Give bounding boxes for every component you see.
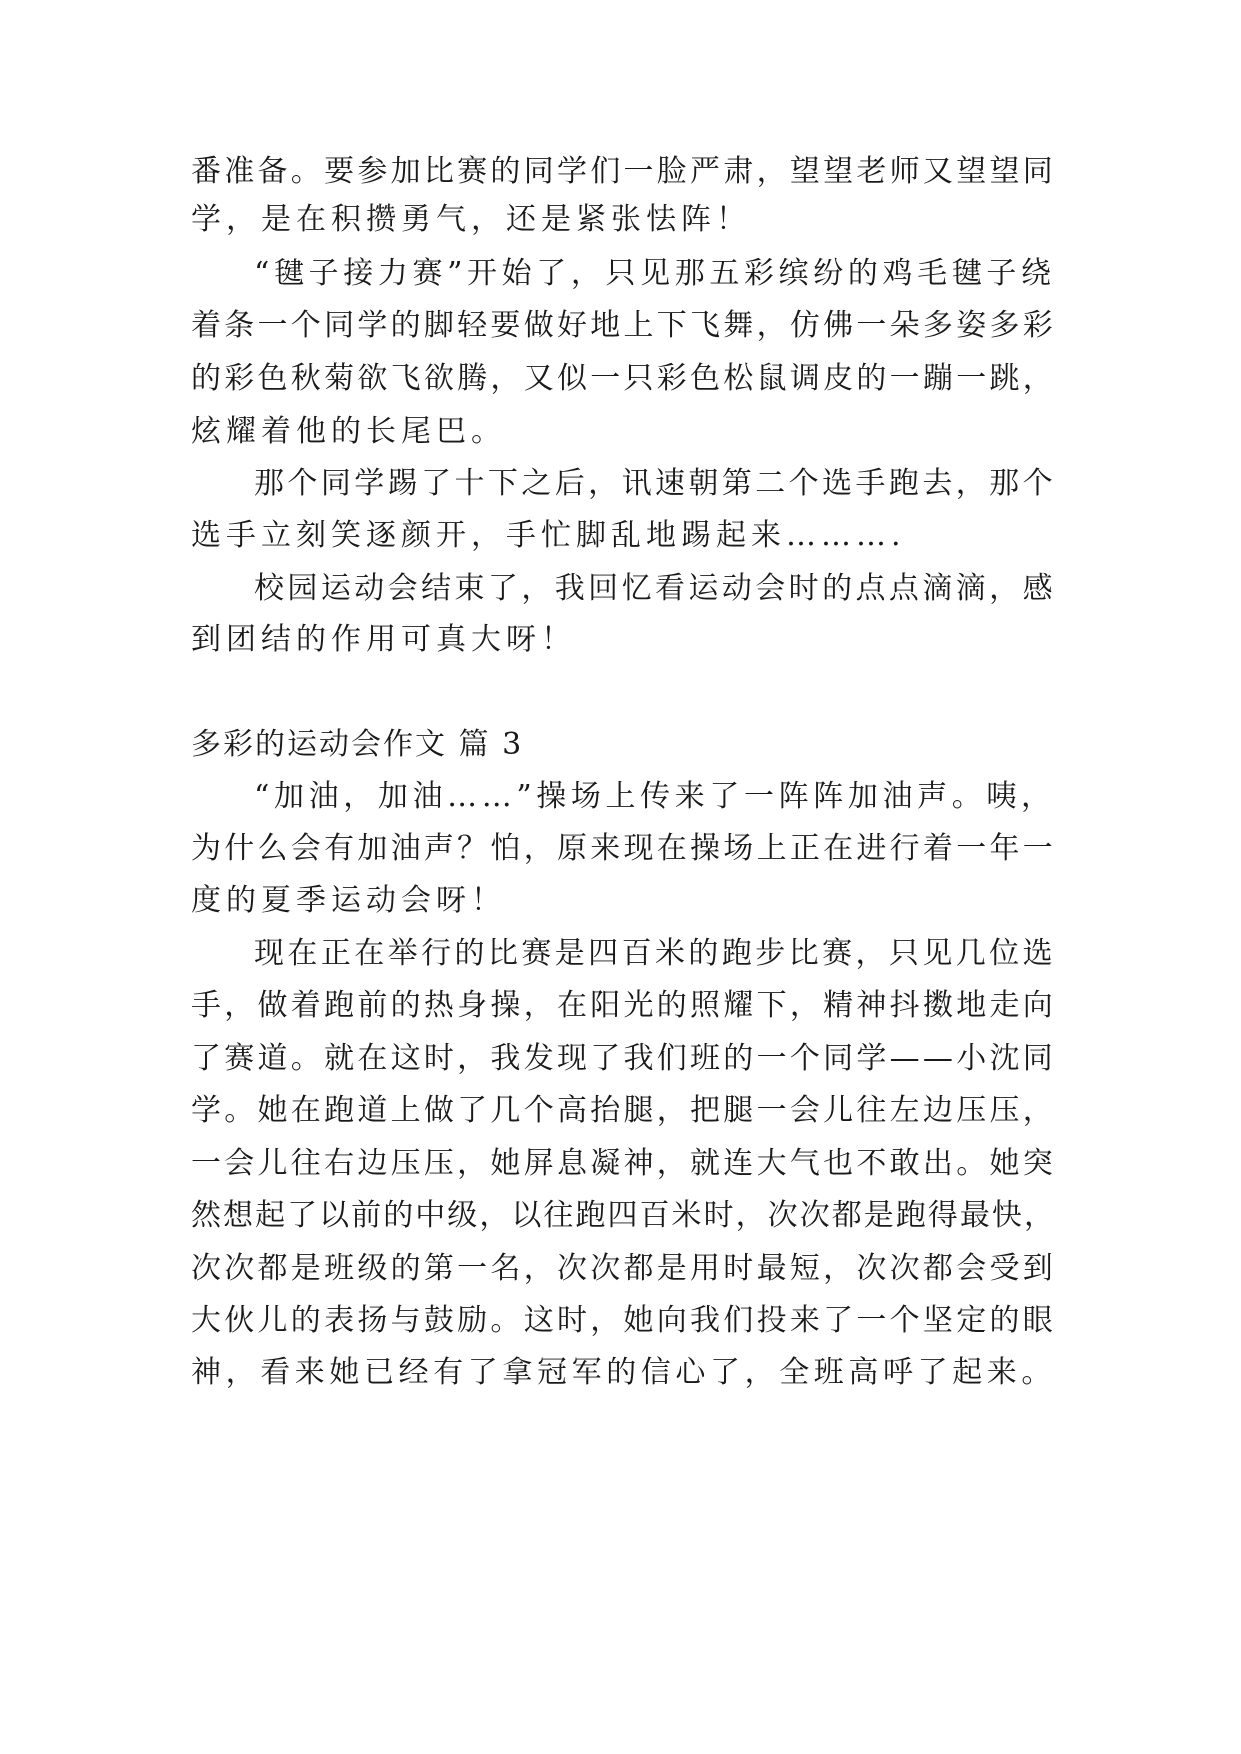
paragraph-line: 度的夏季运动会呀！ [191,883,506,918]
paragraph-line: 炫耀着他的长尾巴。 [191,414,506,449]
paragraph-line: “毽子接力赛”开始了，只见那五彩缤纷的鸡毛毽子绕 [254,256,1056,291]
paragraph-line: 为什么会有加油声？怕，原来现在操场上正在进行着一年一 [191,831,1056,866]
paragraph-line: 现在正在举行的比赛是四百米的跑步比赛，只见几位选 [254,936,1056,971]
paragraph-line: 大伙儿的表扬与鼓励。这时，她向我们投来了一个坚定的眼 [191,1303,1056,1338]
paragraph-line: 然想起了以前的中级，以往跑四百米时，次次都是跑得最快， [191,1198,1056,1233]
paragraph-line: 到团结的作用可真大呀！ [191,622,576,657]
paragraph-line: 手，做着跑前的热身操，在阳光的照耀下，精神抖擞地走向 [191,988,1056,1023]
paragraph-line: “加油，加油……”操场上传来了一阵阵加油声。咦， [254,779,1056,814]
paragraph-line: 学。她在跑道上做了几个高抬腿，把腿一会儿往左边压压， [191,1093,1056,1128]
paragraph-line: 次次都是班级的第一名，次次都是用时最短，次次都会受到 [191,1251,1056,1286]
paragraph-line: 着条一个同学的脚轻要做好地上下飞舞，仿佛一朵多姿多彩 [191,308,1056,343]
paragraph-line: 番准备。要参加比赛的同学们一脸严肃，望望老师又望望同 [191,154,1056,189]
paragraph-line: 校园运动会结束了，我回忆看运动会时的点点滴滴，感 [254,571,1056,606]
paragraph-line: 一会儿往右边压压，她屏息凝神，就连大气也不敢出。她突 [191,1146,1056,1181]
paragraph-line: 了赛道。就在这时，我发现了我们班的一个同学——小沈同 [191,1041,1056,1076]
section-heading: 多彩的运动会作文 篇 3 [191,727,524,762]
paragraph-line: 选手立刻笑逐颜开，手忙脚乱地踢起来………. [191,518,906,553]
paragraph-line: 那个同学踢了十下之后，讯速朝第二个选手跑去，那个 [254,466,1056,501]
paragraph-line: 的彩色秋菊欲飞欲腾，又似一只彩色松鼠调皮的一蹦一跳， [191,361,1056,396]
paragraph-line: 学，是在积攒勇气，还是紧张怯阵！ [191,202,751,237]
paragraph-line: 神，看来她已经有了拿冠军的信心了，全班高呼了起来。 [191,1355,1056,1390]
